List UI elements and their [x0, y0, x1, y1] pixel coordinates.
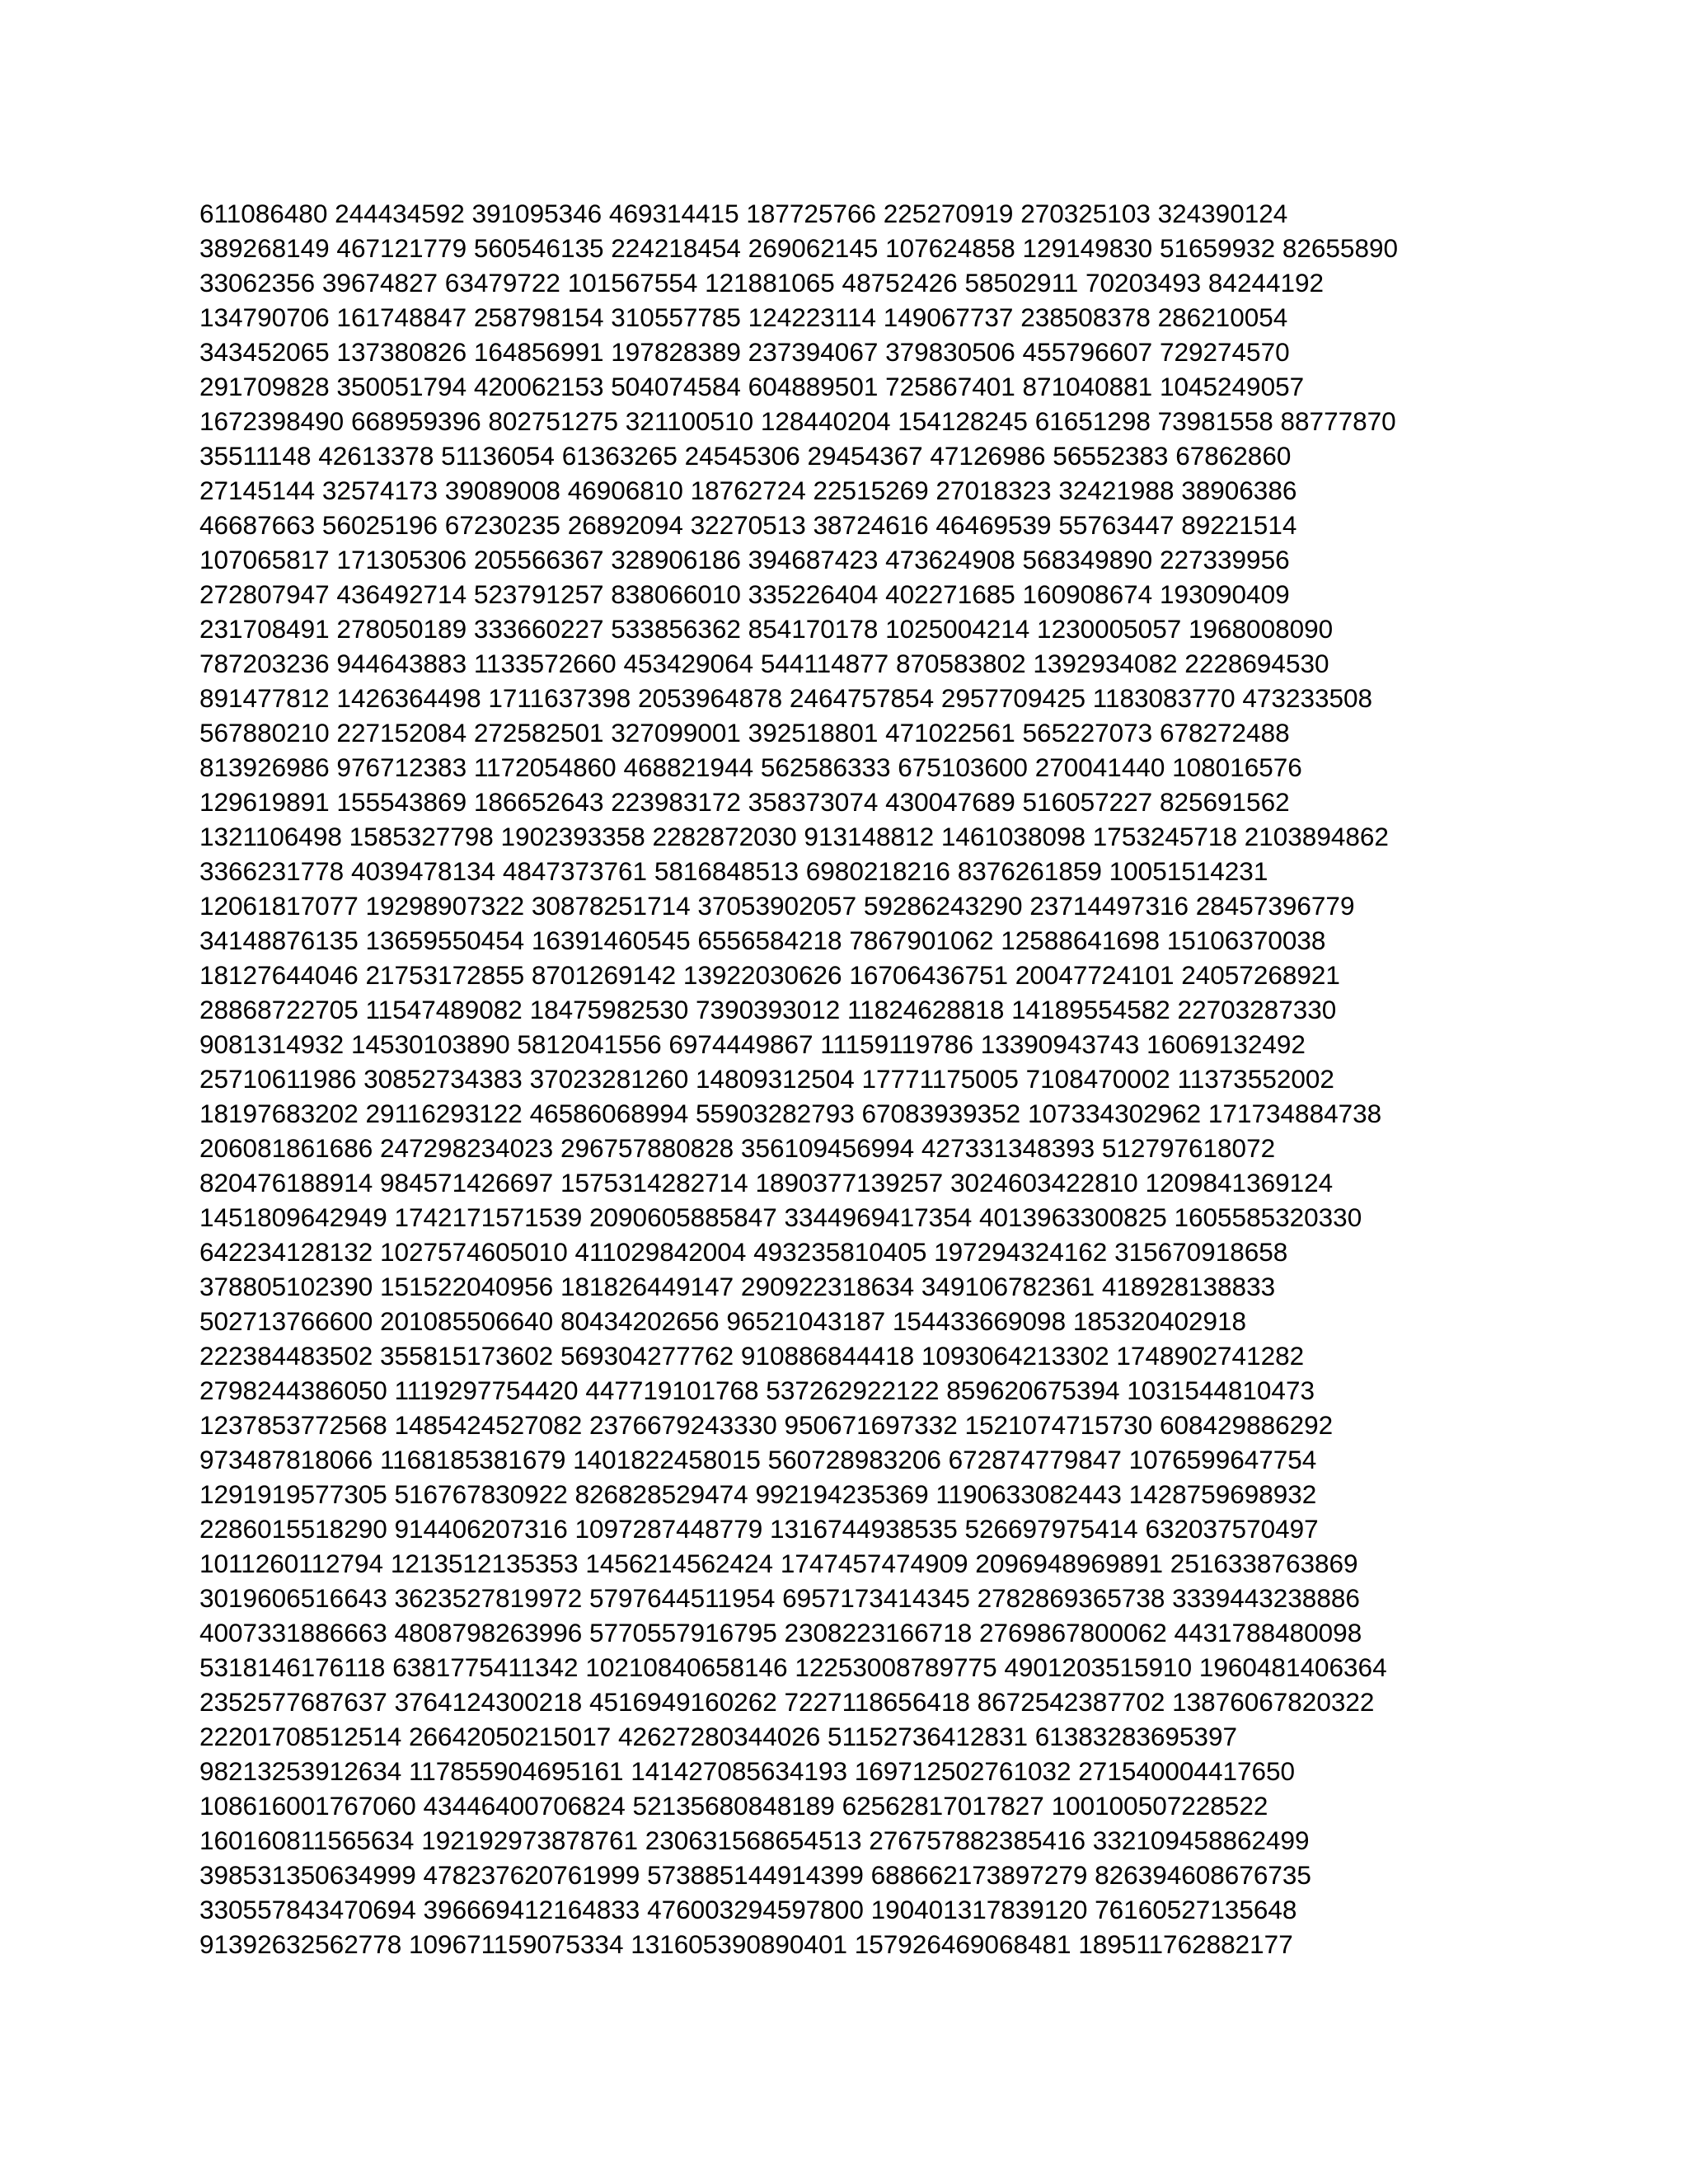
text-line: 891477812 1426364498 1711637398 2053964878 2464757854 2957709425 1183083770 473233508: [199, 683, 1373, 713]
text-line: 2286015518290 914406207316 1097287448779 1316744938535 526697975414 632037570497: [199, 1514, 1319, 1544]
text-line: 12061817077 19298907322 30878251714 37053902057 59286243290 23714497316 28457396779: [199, 891, 1355, 921]
text-line: 330557843470694 396669412164833 476003294597800 190401317839120 76160527135648: [199, 1895, 1297, 1924]
text-line: 291709828 350051794 420062153 504074584 604889501 725867401 871040881 1045249057: [199, 372, 1305, 401]
text-line: 398531350634999 478237620761999 573885144914399 688662173897279 826394608676735: [199, 1860, 1311, 1890]
text-line: 1451809642949 1742171571539 2090605885847 3344969417354 4013963300825 1605585320330: [199, 1202, 1362, 1232]
text-line: 611086480 244434592 391095346 469314415 187725766 225270919 270325103 324390124: [199, 199, 1288, 228]
text-line: 787203236 944643883 1133572660 453429064 544114877 870583802 1392934082 2228694530: [199, 649, 1329, 678]
text-line: 206081861686 247298234023 296757880828 356109456994 427331348393 512797618072: [199, 1133, 1276, 1163]
text-line: 820476188914 984571426697 1575314282714 1890377139257 3024603422810 1209841369124: [199, 1168, 1334, 1197]
text-line: 33062356 39674827 63479722 101567554 121881065 48752426 58502911 70203493 84244192: [199, 268, 1325, 298]
text-line: 1237853772568 1485424527082 2376679243330 950671697332 1521074715730 608429886292: [199, 1410, 1334, 1440]
text-line: 25710611986 30852734383 37023281260 14809312504 17771175005 7108470002 11373552002: [199, 1064, 1334, 1094]
text-line: 28868722705 11547489082 18475982530 7390393012 11824628818 14189554582 22703287330: [199, 995, 1337, 1024]
text-line: 272807947 436492714 523791257 838066010 335226404 402271685 160908674 193090409: [199, 579, 1290, 609]
text-line: 35511148 42613378 51136054 61363265 24545306 29454367 47126986 56552383 67862860: [199, 441, 1292, 471]
text-line: 27145144 32574173 39089008 46906810 18762724 22515269 27018323 32421988 38906386: [199, 476, 1297, 505]
number-text-block: [199, 196, 1518, 1961]
text-line: 2352577687637 3764124300218 4516949160262 7227118656418 8672542387702 13876067820322: [199, 1687, 1375, 1717]
text-line: 2798244386050 1119297754420 447719101768 537262922122 859620675394 1031544810473: [199, 1376, 1315, 1405]
text-line: 642234128132 1027574605010 411029842004 493235810405 197294324162 315670918658: [199, 1237, 1288, 1267]
text-line: 9081314932 14530103890 5812041556 6974449867 11159119786 13390943743 16069132492: [199, 1029, 1306, 1059]
text-line: 222384483502 355815173602 569304277762 910886844418 1093064213302 1748902741282: [199, 1341, 1305, 1371]
text-line: 22201708512514 26642050215017 42627280344026 51152736412831 61383283695397: [199, 1722, 1237, 1751]
text-line: 1672398490 668959396 802751275 321100510 128440204 154128245 61651298 73981558 88777870: [199, 406, 1396, 436]
text-line: 91392632562778 109671159075334 131605390890401 157926469068481 189511762882177: [199, 1929, 1293, 1959]
text-line: 3366231778 4039478134 4847373761 5816848513 6980218216 8376261859 10051514231: [199, 856, 1268, 886]
text-line: 1291919577305 516767830922 826828529474 992194235369 1190633082443 1428759698932: [199, 1479, 1317, 1509]
text-line: 231708491 278050189 333660227 533856362 854170178 1025004214 1230005057 1968008090: [199, 614, 1334, 644]
text-line: 98213253912634 117855904695161 141427085634193 169712502761032 271540004417650: [199, 1756, 1296, 1786]
text-line: 389268149 467121779 560546135 224218454 269062145 107624858 129149830 51659932 82655890: [199, 233, 1398, 263]
text-line: 3019606516643 3623527819972 5797644511954 6957173414345 2782869365738 3339443238886: [199, 1583, 1360, 1613]
text-line: 18197683202 29116293122 46586068994 55903282793 67083939352 107334302962 171734884738: [199, 1099, 1382, 1128]
text-line: 129619891 155543869 186652643 223983172 358373074 430047689 516057227 825691562: [199, 787, 1290, 817]
text-line: 160160811565634 192192973878761 230631568654513 276757882385416 332109458862499: [199, 1825, 1310, 1855]
text-line: 18127644046 21753172855 8701269142 13922030626 16706436751 20047724101 24057268921: [199, 960, 1340, 990]
text-line: 973487818066 1168185381679 1401822458015 560728983206 672874779847 1076599647754: [199, 1445, 1317, 1474]
text-line: 813926986 976712383 1172054860 468821944 562586333 675103600 270041440 108016576: [199, 752, 1302, 782]
text-line: 5318146176118 6381775411342 10210840658146 12253008789775 4901203515910 1960481406364: [199, 1652, 1387, 1682]
text-line: 502713766600 201085506640 80434202656 96521043187 154433669098 185320402918: [199, 1306, 1247, 1336]
text-line: 34148876135 13659550454 16391460545 6556584218 7867901062 12588641698 15106370038: [199, 926, 1326, 955]
text-line: 343452065 137380826 164856991 197828389 237394067 379830506 455796607 729274570: [199, 337, 1290, 367]
text-line: 4007331886663 4808798263996 5770557916795 2308223166718 2769867800062 4431788480098: [199, 1618, 1362, 1647]
text-line: 46687663 56025196 67230235 26892094 32270513 38724616 46469539 55763447 89221514: [199, 510, 1297, 540]
text-line: 567880210 227152084 272582501 327099001 392518801 471022561 565227073 678272488: [199, 718, 1290, 748]
text-line: 134790706 161748847 258798154 310557785 124223114 149067737 238508378 286210054: [199, 302, 1288, 332]
text-line: 1011260112794 1213512135353 1456214562424 1747457474909 2096948969891 2516338763869: [199, 1549, 1358, 1578]
text-line: 108616001767060 43446400706824 52135680848189 62562817017827 100100507228522: [199, 1791, 1268, 1821]
text-line: 378805102390 151522040956 181826449147 290922318634 349106782361 418928138833: [199, 1272, 1276, 1301]
text-line: 107065817 171305306 205566367 328906186 394687423 473624908 568349890 227339956: [199, 545, 1290, 574]
text-line: 1321106498 1585327798 1902393358 2282872030 913148812 1461038098 1753245718 2103894862: [199, 822, 1389, 851]
